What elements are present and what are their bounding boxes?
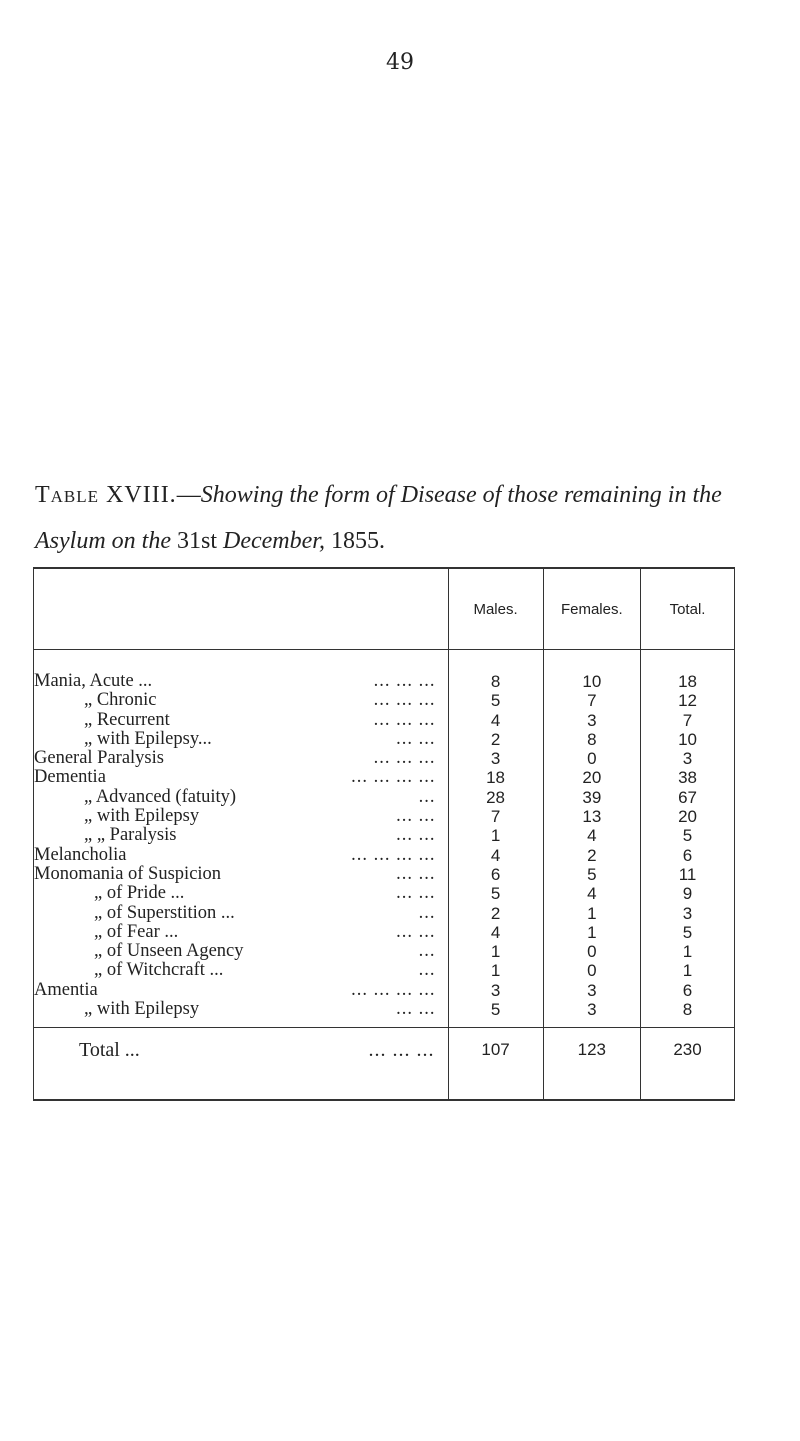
- row-label: „ with Epilepsy: [84, 806, 200, 827]
- row-total: 1: [641, 942, 735, 961]
- row-label: Amentia: [34, 979, 98, 1000]
- row-females: 3: [543, 1000, 640, 1028]
- table-body: [34, 650, 735, 1028]
- row-males: 8: [448, 650, 543, 692]
- row-label-cell: [34, 826, 449, 845]
- row-label: „ Recurrent: [84, 709, 170, 730]
- row-males: 4: [448, 846, 543, 865]
- row-leader-dots: ... ...: [396, 999, 436, 1020]
- row-females: 3: [543, 711, 640, 730]
- caption-title: Showing the form of Disease of those remaining in the Asylum on the: [35, 482, 722, 554]
- row-label: „ „ Paralysis: [84, 825, 177, 846]
- row-females: 0: [543, 942, 640, 961]
- row-label-cell: [34, 650, 449, 692]
- row-females: 7: [543, 691, 640, 710]
- row-leader-dots: ... ...: [396, 806, 436, 827]
- row-males: 28: [448, 788, 543, 807]
- caption-dash: —: [176, 482, 201, 508]
- row-females: 13: [543, 807, 640, 826]
- row-total: 10: [641, 730, 735, 749]
- table-label: Table XVIII.: [35, 482, 177, 508]
- row-label: Melancholia: [34, 844, 127, 865]
- row-females: 1: [543, 904, 640, 923]
- row-males: 1: [448, 961, 543, 980]
- header-females: Females.: [543, 568, 640, 650]
- row-label-cell: [34, 711, 449, 730]
- table-row: [34, 788, 735, 807]
- row-total: 6: [641, 846, 735, 865]
- row-total: 3: [641, 749, 735, 768]
- row-label: „ of Superstition ...: [94, 902, 235, 923]
- row-leader-dots: ...: [418, 960, 436, 981]
- row-females: 4: [543, 826, 640, 845]
- row-males: 3: [448, 981, 543, 1000]
- row-males: 2: [448, 904, 543, 923]
- row-total: 67: [641, 788, 735, 807]
- row-leader-dots: ... ... ... ...: [351, 844, 436, 865]
- row-label-cell: [34, 768, 449, 787]
- row-leader-dots: ... ... ...: [373, 748, 436, 769]
- row-leader-dots: ... ...: [396, 921, 436, 942]
- row-leader-dots: ... ... ...: [373, 709, 436, 730]
- row-females: 0: [543, 961, 640, 980]
- caption-date-month: December,: [223, 528, 325, 554]
- row-label-cell: [34, 691, 449, 710]
- row-total: 1: [641, 961, 735, 980]
- row-label: General Paralysis: [34, 748, 164, 769]
- total-label: Total ...: [79, 1039, 140, 1062]
- row-total: 9: [641, 884, 735, 903]
- table-caption: [35, 472, 765, 564]
- row-total: 38: [641, 768, 735, 787]
- row-total: 5: [641, 923, 735, 942]
- table-row: [34, 711, 735, 730]
- row-leader-dots: ... ... ... ...: [351, 767, 436, 788]
- row-total: 6: [641, 981, 735, 1000]
- row-males: 1: [448, 826, 543, 845]
- disease-table: [33, 567, 735, 1101]
- row-leader-dots: ...: [418, 786, 436, 807]
- row-label: Mania, Acute ...: [34, 671, 153, 691]
- total-dots: ... ... ...: [368, 1039, 435, 1062]
- row-total: 7: [641, 711, 735, 730]
- row-females: 1: [543, 923, 640, 942]
- row-males: 3: [448, 749, 543, 768]
- row-total: 18: [641, 650, 735, 692]
- row-females: 20: [543, 768, 640, 787]
- table-row: [34, 807, 735, 826]
- row-females: 10: [543, 650, 640, 692]
- row-leader-dots: ... ... ... ...: [351, 979, 436, 1000]
- row-total: 11: [641, 865, 735, 884]
- row-males: 4: [448, 923, 543, 942]
- table-row: [34, 846, 735, 865]
- row-label-cell: [34, 749, 449, 768]
- row-label-cell: [34, 923, 449, 942]
- row-label: Monomania of Suspicion: [34, 863, 222, 884]
- row-label-cell: [34, 981, 449, 1000]
- header-males: Males.: [448, 568, 543, 650]
- table-row: [34, 749, 735, 768]
- caption-date-ordinal: 31st: [176, 528, 217, 554]
- table-total-row: [34, 1028, 735, 1101]
- row-leader-dots: ... ... ...: [373, 671, 436, 691]
- row-males: 6: [448, 865, 543, 884]
- total-females: 123: [543, 1028, 640, 1101]
- row-males: 18: [448, 768, 543, 787]
- row-males: 5: [448, 884, 543, 903]
- table-row: [34, 884, 735, 903]
- row-label: „ of Fear ...: [94, 921, 179, 942]
- row-label-cell: [34, 961, 449, 980]
- caption-year: 1855.: [330, 528, 385, 554]
- table-row: [34, 730, 735, 749]
- row-females: 0: [543, 749, 640, 768]
- row-label: „ Advanced (fatuity): [84, 786, 237, 807]
- table-row: [34, 923, 735, 942]
- row-label-cell: [34, 942, 449, 961]
- row-label-cell: [34, 904, 449, 923]
- row-leader-dots: ...: [418, 941, 436, 962]
- row-females: 4: [543, 884, 640, 903]
- table-row: [34, 961, 735, 980]
- table-row: [34, 942, 735, 961]
- row-label: „ with Epilepsy...: [84, 728, 212, 749]
- table-row: [34, 826, 735, 845]
- row-males: 1: [448, 942, 543, 961]
- row-label: „ Chronic: [84, 690, 157, 711]
- row-males: 4: [448, 711, 543, 730]
- table-row: [34, 904, 735, 923]
- row-label: „ of Witchcraft ...: [94, 960, 224, 981]
- row-females: 2: [543, 846, 640, 865]
- row-total: 20: [641, 807, 735, 826]
- row-label-cell: [34, 788, 449, 807]
- row-total: 5: [641, 826, 735, 845]
- row-leader-dots: ... ...: [396, 863, 436, 884]
- row-label: „ of Unseen Agency: [94, 941, 244, 962]
- row-females: 3: [543, 981, 640, 1000]
- row-total: 3: [641, 904, 735, 923]
- total-label-cell: [34, 1028, 449, 1101]
- row-label-cell: [34, 865, 449, 884]
- table-row: [34, 650, 735, 692]
- row-leader-dots: ... ...: [396, 825, 436, 846]
- table-row: [34, 865, 735, 884]
- row-label-cell: [34, 884, 449, 903]
- row-leader-dots: ...: [418, 902, 436, 923]
- row-males: 5: [448, 1000, 543, 1028]
- row-label: „ of Pride ...: [94, 883, 185, 904]
- row-leader-dots: ... ...: [396, 728, 436, 749]
- row-males: 7: [448, 807, 543, 826]
- row-leader-dots: ... ... ...: [373, 690, 436, 711]
- table-row: [34, 768, 735, 787]
- total-total: 230: [641, 1028, 735, 1101]
- header-total: Total.: [641, 568, 735, 650]
- header-blank: [34, 568, 449, 650]
- row-females: 5: [543, 865, 640, 884]
- row-leader-dots: ... ...: [396, 883, 436, 904]
- row-label: Dementia: [34, 767, 106, 788]
- table-row: [34, 691, 735, 710]
- row-males: 2: [448, 730, 543, 749]
- page-number: 49: [386, 50, 414, 75]
- row-females: 39: [543, 788, 640, 807]
- row-total: 8: [641, 1000, 735, 1028]
- row-females: 8: [543, 730, 640, 749]
- row-label-cell: [34, 846, 449, 865]
- row-label-cell: [34, 730, 449, 749]
- row-label-cell: [34, 1000, 449, 1028]
- total-males: 107: [448, 1028, 543, 1101]
- row-label-cell: [34, 807, 449, 826]
- row-males: 5: [448, 691, 543, 710]
- table-row: [34, 1000, 735, 1028]
- table-row: [34, 981, 735, 1000]
- row-label: „ with Epilepsy: [84, 999, 200, 1020]
- row-total: 12: [641, 691, 735, 710]
- table-header-row: [34, 568, 735, 650]
